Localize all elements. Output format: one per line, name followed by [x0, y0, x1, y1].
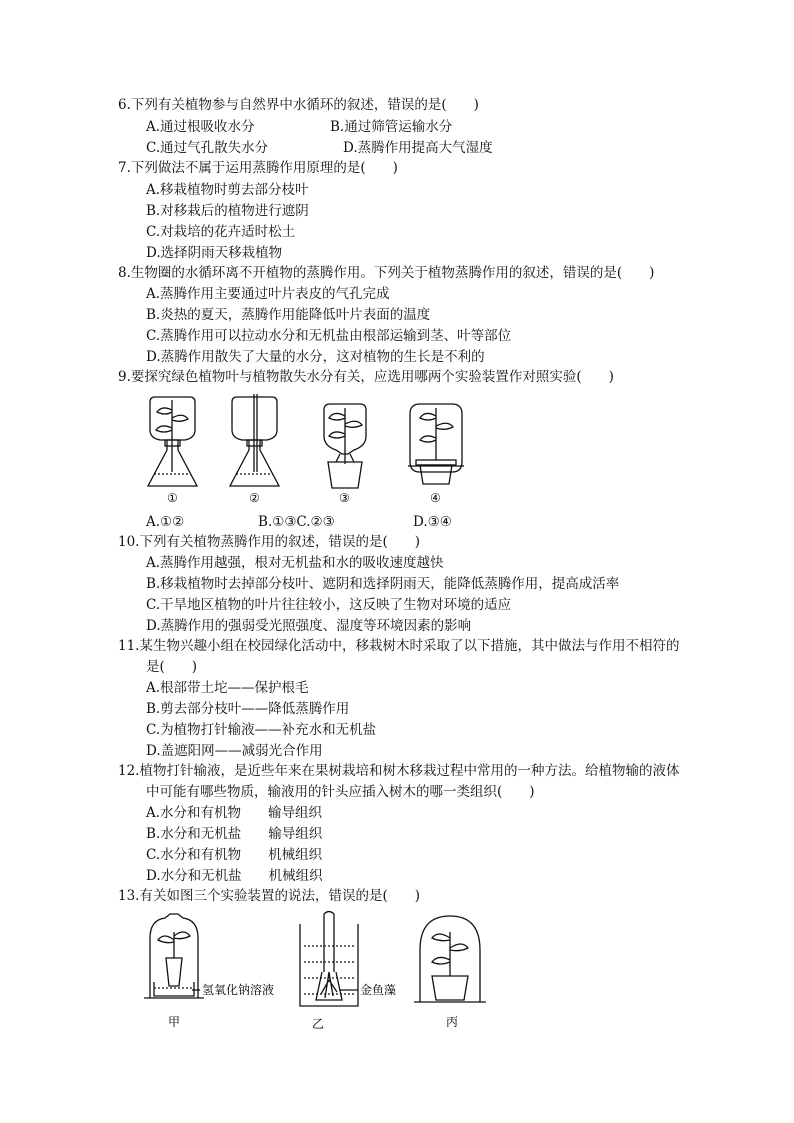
q7-option-d[interactable]: D.选择阴雨天移栽植物 [146, 245, 283, 261]
q11-option-b[interactable]: B.剪去部分枝叶——降低蒸腾作用 [146, 701, 350, 717]
q6-option-d[interactable]: D.蒸腾作用提高大气湿度 [343, 140, 493, 156]
q11-option-a[interactable]: A.根部带土坨——保护根毛 [146, 680, 309, 696]
q9-stem: 9.要探究绿色植物叶与植物散失水分有关，应选用哪两个实验装置作对照实验( ) [118, 369, 614, 385]
q12-option-b[interactable]: B.水分和无机盐 输导组织 [146, 826, 323, 842]
q9-option-bc[interactable]: B.①③C.②③ [258, 514, 335, 530]
apparatus-1 [148, 397, 197, 486]
q11-stem-line2: 是( ) [146, 659, 198, 675]
apparatus-bing [414, 916, 486, 1002]
q6-option-b[interactable]: B.通过筛管运输水分 [330, 119, 453, 135]
q12-option-c[interactable]: C.水分和有机物 机械组织 [146, 847, 323, 863]
q11-stem-line1: 11.某生物兴趣小组在校园绿化活动中，移栽树木时采取了以下措施，其中做法与作用不相符的 [118, 638, 680, 654]
q9-figure [140, 392, 480, 507]
apparatus-label-1: ① [167, 491, 178, 505]
q11-option-d[interactable]: D.盖遮阳网——减弱光合作用 [146, 743, 323, 759]
label-goldfish-algae: 金鱼藻 [360, 983, 397, 997]
q10-option-b[interactable]: B.移栽植物时去掉部分枝叶、遮阴和选择阴雨天，能降低蒸腾作用，提高成活率 [146, 576, 620, 592]
q11-option-c[interactable]: C.为植物打针输液——补充水和无机盐 [146, 722, 377, 738]
q10-option-c[interactable]: C.干旱地区植物的叶片往往较小，这反映了生物对环境的适应 [146, 597, 512, 613]
q6-option-c[interactable]: C.通过气孔散失水分 [146, 140, 269, 156]
caption-bing: 丙 [446, 1015, 459, 1029]
q13-figure [140, 910, 490, 1035]
q7-option-c[interactable]: C.对栽培的花卉适时松土 [146, 224, 296, 240]
q6-stem: 6.下列有关植物参与自然界中水循环的叙述，错误的是( ) [118, 97, 479, 113]
q6-option-a[interactable]: A.通过根吸收水分 [146, 119, 255, 135]
apparatus-4 [408, 404, 464, 484]
q10-stem: 10.下列有关植物蒸腾作用的叙述，错误的是( ) [118, 534, 421, 550]
q9-option-d[interactable]: D.③④ [413, 514, 452, 530]
caption-jia: 甲 [168, 1015, 181, 1029]
q7-option-a[interactable]: A.移栽植物时剪去部分枝叶 [146, 182, 309, 198]
q12-option-d[interactable]: D.水分和无机盐 机械组织 [146, 868, 323, 884]
q8-option-c[interactable]: C.蒸腾作用可以拉动水分和无机盐由根部运输到茎、叶等部位 [146, 328, 512, 344]
q8-option-d[interactable]: D.蒸腾作用散失了大量的水分，这对植物的生长是不利的 [146, 349, 485, 365]
q8-stem: 8.生物圈的水循环离不开植物的蒸腾作用。下列关于植物蒸腾作用的叙述，错误的是( ) [118, 265, 655, 281]
apparatus-3 [324, 404, 366, 488]
q13-stem: 13.有关如图三个实验装置的说法，错误的是( ) [118, 888, 421, 904]
apparatus-2 [230, 394, 279, 486]
apparatus-jia [144, 914, 204, 998]
q8-option-b[interactable]: B.炎热的夏天，蒸腾作用能降低叶片表面的温度 [146, 307, 431, 323]
q8-option-a[interactable]: A.蒸腾作用主要通过叶片表皮的气孔完成 [146, 286, 390, 302]
apparatus-label-2: ② [249, 491, 260, 505]
apparatus-label-3: ③ [339, 491, 350, 505]
q7-option-b[interactable]: B.对移栽后的植物进行遮阴 [146, 203, 309, 219]
q10-option-a[interactable]: A.蒸腾作用越强，根对无机盐和水的吸收速度越快 [146, 555, 444, 571]
apparatus-label-4: ④ [430, 491, 441, 505]
q9-option-a[interactable]: A.①② [146, 514, 185, 530]
q12-stem-line1: 12.植物打针输液，是近些年来在果树栽培和树木移栽过程中常用的一种方法。给植物输的液体 [118, 763, 680, 779]
q10-option-d[interactable]: D.蒸腾作用的强弱受光照强度、湿度等环境因素的影响 [146, 618, 472, 634]
caption-yi: 乙 [312, 1017, 325, 1031]
q7-stem: 7.下列做法不属于运用蒸腾作用原理的是( ) [118, 160, 398, 176]
q12-stem-line2: 中可能有哪些物质，输液用的针头应插入树木的哪一类组织( ) [146, 784, 535, 800]
label-naoh-solution: 氢氧化钠溶液 [202, 983, 275, 997]
apparatus-yi [300, 912, 358, 1007]
q12-option-a[interactable]: A.水分和有机物 输导组织 [146, 805, 323, 821]
